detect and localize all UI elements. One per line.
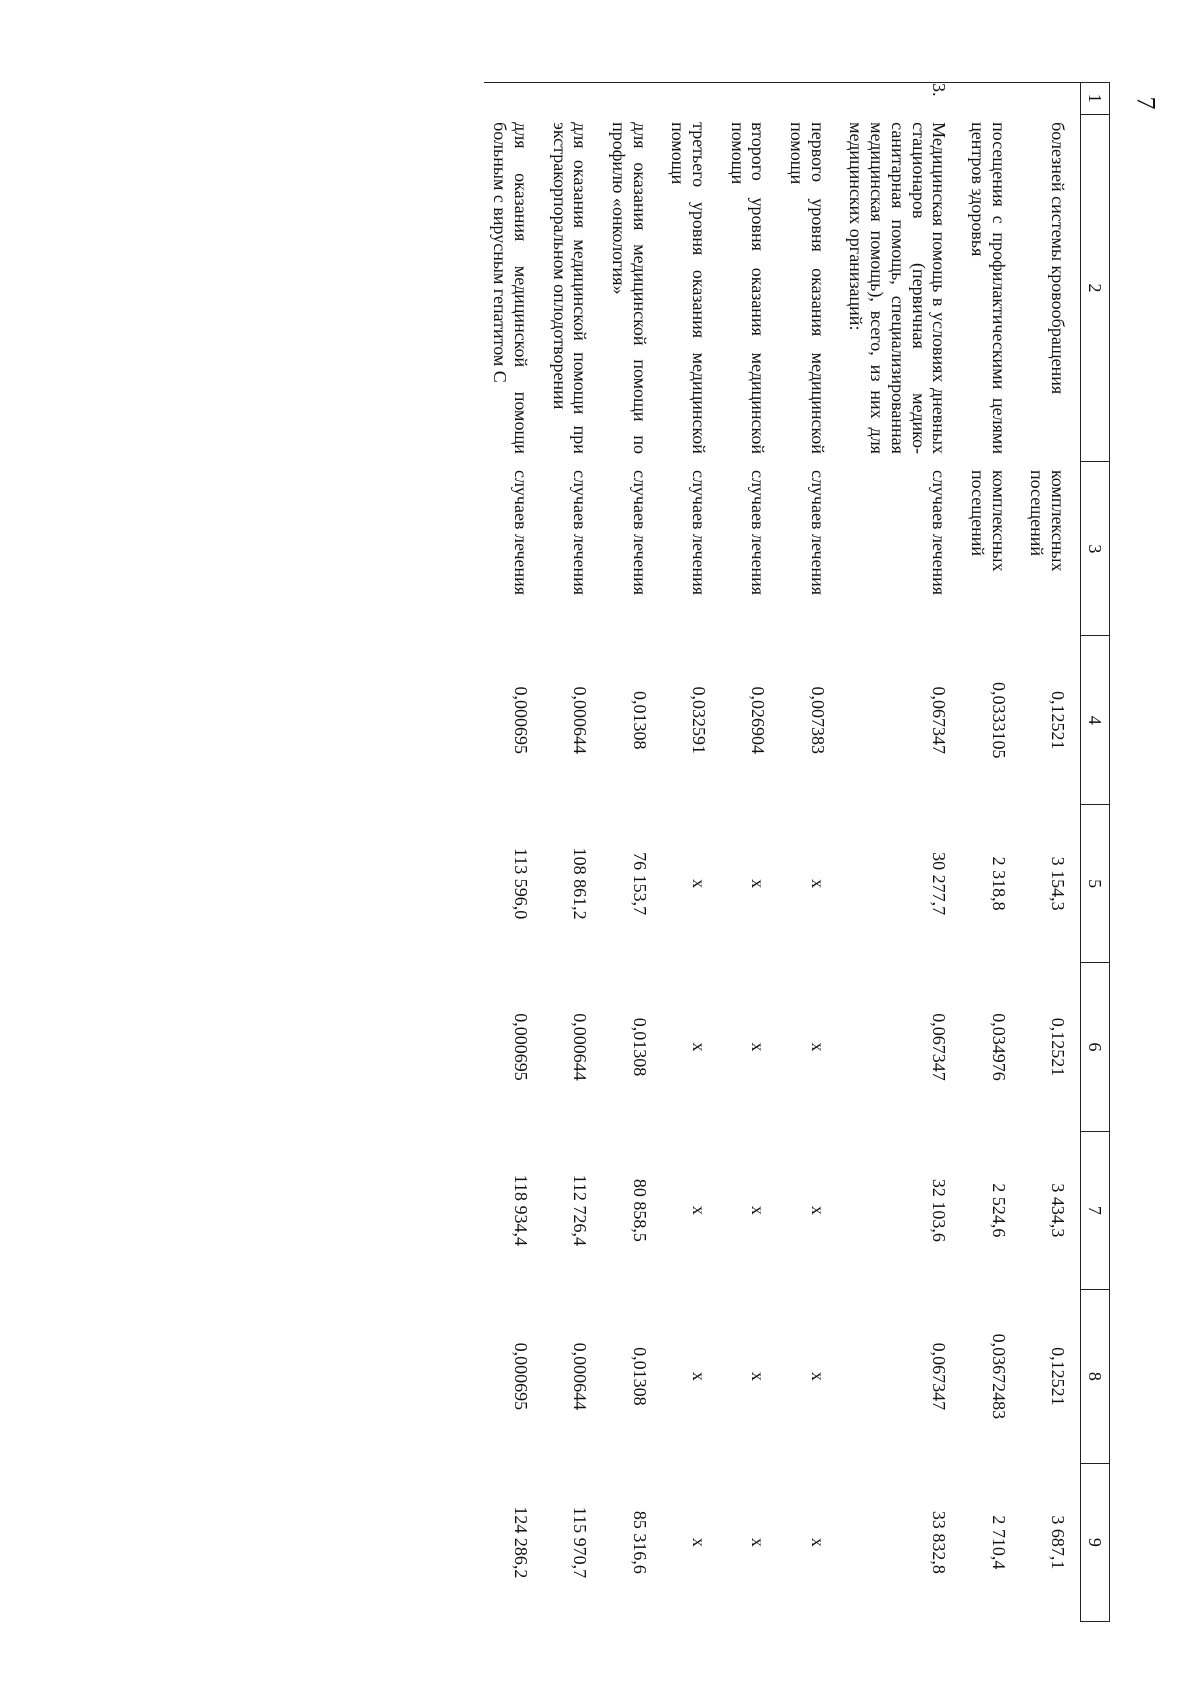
unit-cell: случаев лечения (510, 469, 531, 596)
row-number-cell (484, 83, 543, 115)
value-cell-col4: 0,067347 (929, 686, 950, 754)
value-cell-col9: 33 832,8 (929, 1510, 950, 1574)
value-cell-col6: 0,000644 (570, 1013, 591, 1081)
unit-cell: комплексных посещений (967, 469, 1009, 572)
description-cell: для оказания медицинской помощи по профилю «онкология» (609, 122, 650, 454)
unit-cell: случаев лечения (629, 469, 650, 596)
unit-cell: случаев лечения (570, 469, 591, 596)
value-cell-col5: 2 318,8 (988, 856, 1009, 911)
column-header-5: 5 (1081, 805, 1110, 963)
row-number-cell (1021, 83, 1081, 115)
column-header-7: 7 (1081, 1131, 1110, 1289)
unit-cell: случаев лечения (689, 469, 710, 596)
value-cell-col4: 0,007383 (807, 686, 828, 754)
table-row (602, 83, 661, 1622)
row-number-cell: 3. (840, 83, 961, 115)
value-cell-col7: x (807, 1205, 828, 1215)
value-cell-col9: x (689, 1537, 710, 1547)
value-cell-col7: 3 434,3 (1048, 1183, 1068, 1238)
value-cell-col7: 118 934,4 (510, 1174, 531, 1247)
value-cell-col5: x (748, 879, 769, 889)
table-row (840, 83, 961, 1622)
value-cell-col6: 0,067347 (929, 1013, 950, 1081)
column-header-8: 8 (1081, 1289, 1110, 1463)
description-cell: второго уровня оказания медицинской помощи (727, 122, 769, 454)
column-header-9: 9 (1081, 1463, 1110, 1621)
value-cell-col9: x (807, 1537, 828, 1547)
value-cell-col6: 0,034976 (988, 1013, 1009, 1081)
row-number-cell (961, 83, 1020, 115)
description-cell: посещения с профилактическими целями центров здоровья (967, 122, 1009, 454)
value-cell-col5: 3 154,3 (1048, 856, 1068, 911)
value-cell-col8: x (748, 1371, 769, 1381)
value-cell-col9: 124 286,2 (510, 1506, 531, 1579)
column-header-3: 3 (1081, 462, 1110, 636)
column-header-2: 2 (1081, 114, 1110, 462)
value-cell-col5: x (689, 879, 710, 889)
value-cell-col4: 0,000695 (510, 686, 531, 754)
description-cell: болезней системы кровообращения (1048, 122, 1068, 395)
page-number: 7 (1131, 96, 1161, 110)
table-row (662, 83, 721, 1622)
value-cell-col4: 0,12521 (1048, 690, 1068, 750)
unit-cell: комплексных посещений (1027, 469, 1068, 572)
value-cell-col4: 0,000644 (570, 686, 591, 754)
value-cell-col6: 0,000695 (510, 1013, 531, 1081)
value-cell-col4: 0,032591 (689, 686, 710, 754)
header-row (1081, 83, 1110, 1622)
table-row (543, 83, 602, 1622)
unit-cell: случаев лечения (807, 469, 828, 596)
value-cell-col8: 0,067347 (929, 1342, 950, 1411)
description-cell: первого уровня оказания медицинской помощи (787, 122, 828, 454)
description-cell: третьего уровня оказания медицинской помощи (668, 122, 710, 454)
value-cell-col7: 2 524,6 (988, 1183, 1009, 1238)
value-cell-col9: x (748, 1537, 769, 1547)
rotated-table-container (80, 82, 1110, 1642)
row-number-cell (780, 83, 839, 115)
value-cell-col9: 85 316,6 (629, 1510, 650, 1574)
description-cell: Медицинская помощь в условиях дневных стационаров (первичная медико-санитарная помощь, специализированная медицинская помощь), всего, из них для медицинских организаций: (846, 122, 950, 454)
value-cell-col7: 112 726,4 (570, 1174, 591, 1247)
description-cell: для оказания медицинской помощи больным с вирусным гепатитом С (490, 122, 531, 454)
main-table (484, 82, 1110, 1622)
value-cell-col8: 0,000695 (510, 1342, 531, 1411)
table-row (484, 83, 543, 1622)
table-row (961, 83, 1020, 1622)
row-number-cell (662, 83, 721, 115)
table-body (484, 83, 1081, 1622)
value-cell-col6: x (748, 1042, 769, 1052)
value-cell-col5: x (807, 879, 828, 889)
unit-cell: случаев лечения (748, 469, 769, 596)
value-cell-col7: 80 858,5 (629, 1178, 650, 1242)
row-number-cell (543, 83, 602, 115)
value-cell-col4: 0,01308 (629, 690, 650, 750)
value-cell-col5: 30 277,7 (929, 852, 950, 916)
value-cell-col7: 32 103,6 (929, 1178, 950, 1242)
table-header (1081, 83, 1110, 1622)
value-cell-col6: x (689, 1042, 710, 1052)
value-cell-col8: 0,01308 (629, 1347, 650, 1406)
value-cell-col7: x (748, 1205, 769, 1215)
value-cell-col5: 113 596,0 (510, 847, 531, 920)
row-number-cell (721, 83, 780, 115)
value-cell-col8: 0,03672483 (988, 1333, 1009, 1420)
value-cell-col8: 0,000644 (570, 1342, 591, 1411)
value-cell-col5: 76 153,7 (629, 852, 650, 916)
column-header-4: 4 (1081, 636, 1110, 805)
value-cell-col9: 3 687,1 (1048, 1515, 1068, 1570)
value-cell-col8: 0,12521 (1048, 1347, 1068, 1406)
table-row (1021, 83, 1081, 1622)
row-number-cell (602, 83, 661, 115)
value-cell-col6: 0,01308 (629, 1017, 650, 1077)
column-header-6: 6 (1081, 963, 1110, 1132)
value-cell-col5: 108 861,2 (570, 847, 591, 920)
value-cell-col6: 0,12521 (1048, 1017, 1068, 1077)
unit-cell: случаев лечения (929, 469, 950, 596)
value-cell-col9: 115 970,7 (570, 1506, 591, 1579)
column-header-1: 1 (1081, 83, 1110, 115)
table-row (721, 83, 780, 1622)
table-row (780, 83, 839, 1622)
value-cell-col9: 2 710,4 (988, 1515, 1009, 1570)
value-cell-col6: x (807, 1042, 828, 1052)
value-cell-col8: x (689, 1371, 710, 1381)
value-cell-col8: x (807, 1371, 828, 1381)
description-cell: для оказания медицинской помощи при экстракорпоральном оплодотворении (549, 122, 591, 454)
value-cell-col4: 0,026904 (748, 686, 769, 754)
value-cell-col4: 0,0333105 (988, 681, 1009, 759)
value-cell-col7: x (689, 1205, 710, 1215)
